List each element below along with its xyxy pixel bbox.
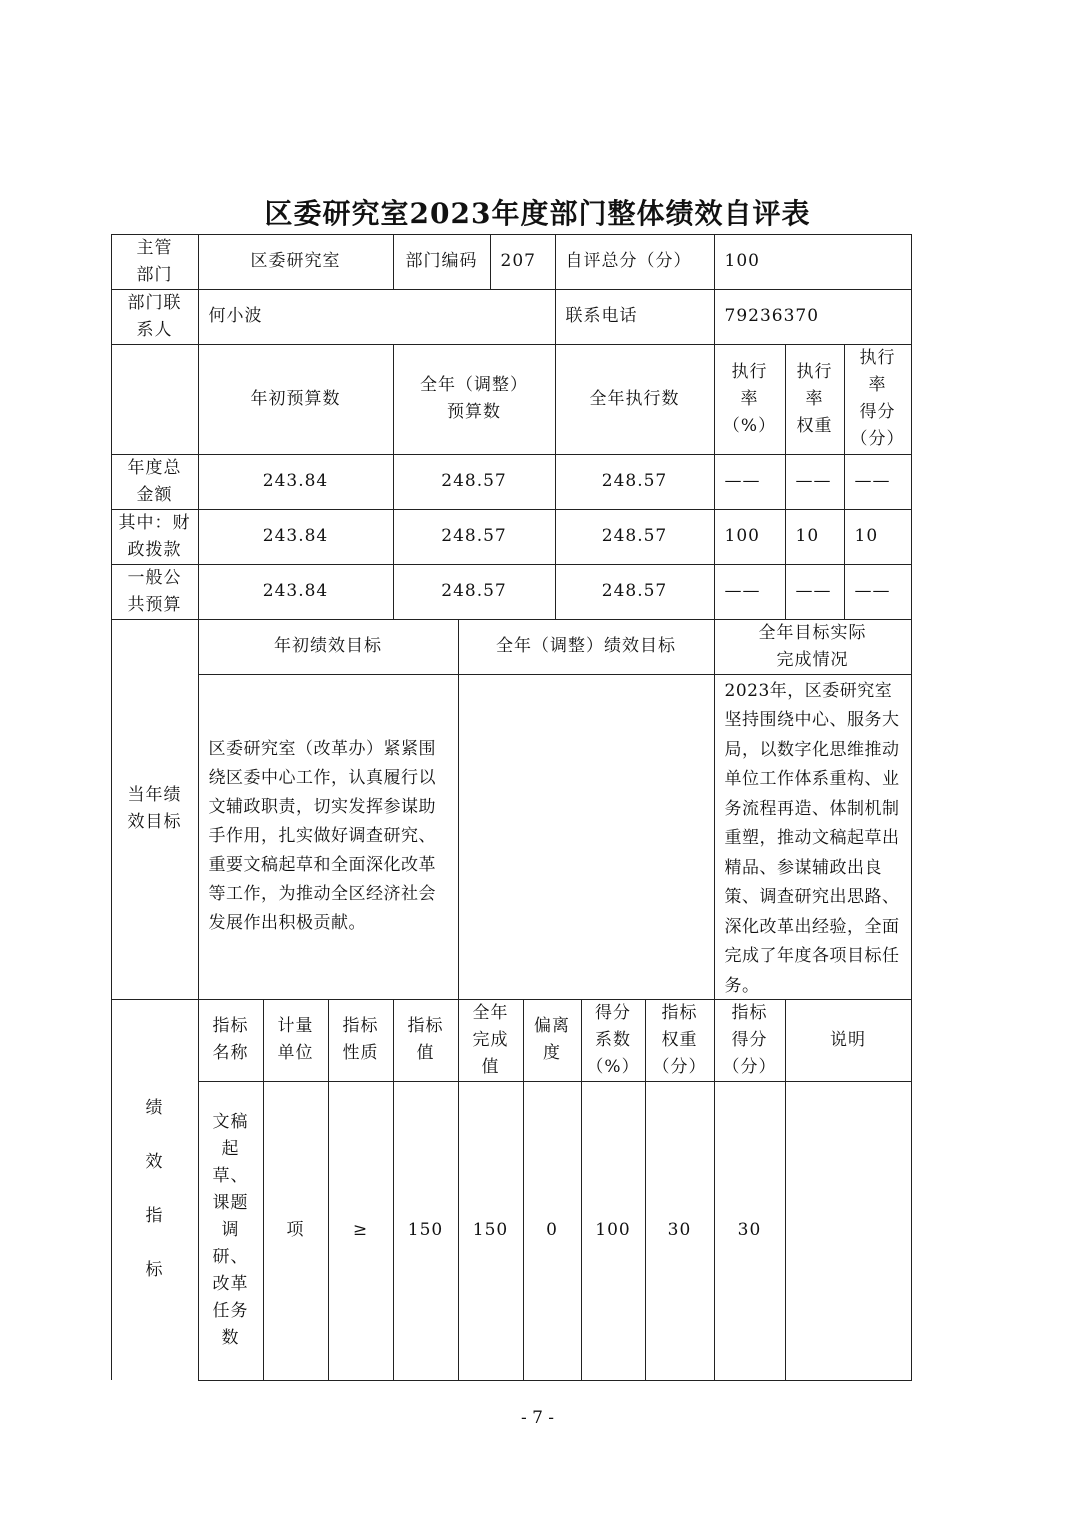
- phone-value: 79236370: [714, 289, 912, 345]
- col-exec-rate: 执行 率 （%）: [714, 344, 786, 455]
- budget-row-initial: 243.84: [198, 509, 394, 565]
- budget-row-initial: 243.84: [198, 564, 394, 620]
- ind-col-deviation: 偏离 度: [523, 999, 582, 1082]
- budget-row-rate: ——: [714, 564, 786, 620]
- score-label: 自评总分（分）: [555, 234, 715, 290]
- ind-col-note: 说明: [785, 999, 912, 1082]
- dept-label: 主管 部门: [111, 234, 199, 290]
- page-number: - 7 -: [520, 1408, 555, 1428]
- budget-row-rate: 100: [714, 509, 786, 565]
- budget-row-label: 其中：财 政拨款: [111, 509, 199, 565]
- ind-col-value: 指标 值: [393, 999, 459, 1082]
- ind-col-name: 指标 名称: [198, 999, 264, 1082]
- ind-row-unit: 项: [263, 1081, 329, 1381]
- col-adjusted-budget: 全年（调整） 预算数: [393, 344, 556, 455]
- col-executed: 全年执行数: [555, 344, 715, 455]
- ind-row-name: 文稿 起 草、 课题 调 研、 改革 任务 数: [198, 1081, 264, 1381]
- budget-row-weight: ——: [785, 564, 845, 620]
- budget-row-initial: 243.84: [198, 454, 394, 510]
- budget-row-adjusted: 248.57: [393, 509, 556, 565]
- score-value: 100: [714, 234, 912, 290]
- budget-row-adjusted: 248.57: [393, 454, 556, 510]
- budget-row-label: 一般公 共预算: [111, 564, 199, 620]
- ind-row-completed: 150: [458, 1081, 524, 1381]
- indicators-label: 绩 效 指 标: [111, 999, 199, 1380]
- ind-row-nature: ≥: [328, 1081, 394, 1381]
- ind-col-score: 指标 得分 （分）: [714, 999, 786, 1082]
- code-value: 207: [490, 234, 556, 290]
- contact-value: 何小波: [198, 289, 556, 345]
- col-initial-budget: 年初预算数: [198, 344, 394, 455]
- page-title: 区委研究室2023年度部门整体绩效自评表: [264, 197, 811, 230]
- goals-initial-text: 区委研究室（改革办）紧紧围绕区委中心工作，认真履行以文辅政职责，切实发挥参谋助手作用，扎实做好调查研究、重要文稿起草和全面深化改革等工作，为推动全区经济社会发展作出积极贡献。: [198, 674, 459, 1000]
- budget-row-weight: ——: [785, 454, 845, 510]
- code-label: 部门编码: [393, 234, 491, 290]
- ind-col-completed: 全年 完成 值: [458, 999, 524, 1082]
- dept-value: 区委研究室: [198, 234, 394, 290]
- budget-corner: [111, 344, 199, 455]
- budget-row-adjusted: 248.57: [393, 564, 556, 620]
- goals-label: 当年绩 效目标: [111, 619, 199, 1000]
- ind-row-value: 150: [393, 1081, 459, 1381]
- budget-row-executed: 248.57: [555, 509, 715, 565]
- budget-row-executed: 248.57: [555, 454, 715, 510]
- ind-row-note: [785, 1081, 912, 1381]
- ind-row-deviation: 0: [523, 1081, 582, 1381]
- ind-col-weight: 指标 权重 （分）: [645, 999, 715, 1082]
- col-exec-weight: 执行 率 权重: [785, 344, 845, 455]
- goals-adjusted-text: [458, 674, 715, 1000]
- ind-col-unit: 计量 单位: [263, 999, 329, 1082]
- col-exec-score: 执行 率 得分 （分）: [844, 344, 912, 455]
- contact-label: 部门联 系人: [111, 289, 199, 345]
- budget-row-executed: 248.57: [555, 564, 715, 620]
- budget-row-label: 年度总 金额: [111, 454, 199, 510]
- goals-actual-text: 2023年，区委研究室坚持围绕中心、服务大局，以数字化思维推动单位工作体系重构、业务流程再造、体制机制重塑，推动文稿起草出精品、参谋辅政出良策、调查研究出思路、深化改革出经验，全面完成了年度各项目标任务。: [714, 674, 912, 1000]
- ind-col-nature: 指标 性质: [328, 999, 394, 1082]
- goals-col-actual: 全年目标实际 完成情况: [714, 619, 912, 675]
- budget-row-rate: ——: [714, 454, 786, 510]
- budget-row-score: ——: [844, 454, 912, 510]
- budget-row-score: ——: [844, 564, 912, 620]
- budget-row-weight: 10: [785, 509, 845, 565]
- ind-col-coef: 得分 系数 （%）: [581, 999, 646, 1082]
- ind-row-coef: 100: [581, 1081, 646, 1381]
- budget-row-score: 10: [844, 509, 912, 565]
- ind-row-score: 30: [714, 1081, 786, 1381]
- goals-col-initial: 年初绩效目标: [198, 619, 459, 675]
- goals-col-adjusted: 全年（调整）绩效目标: [458, 619, 715, 675]
- phone-label: 联系电话: [555, 289, 715, 345]
- ind-row-weight: 30: [645, 1081, 715, 1381]
